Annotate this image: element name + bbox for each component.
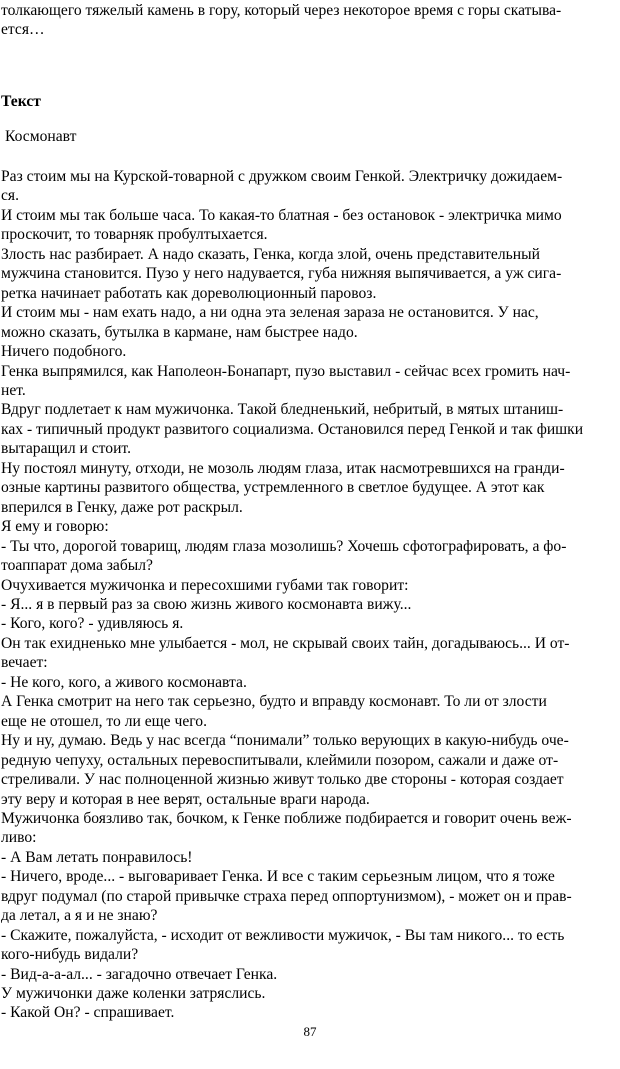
body-line: Вдруг подлетает к нам мужичонка. Такой бледненький, небритый, в мятых штаниш- <box>1 401 564 419</box>
body-line: да летал, а я и не знаю? <box>1 907 158 925</box>
body-line: И стоим мы так больше часа. То какая-то блатная - без остановок - электричка мимо <box>1 206 562 224</box>
body-line: - Я... я в первый раз за свою жизнь живого космонавта вижу... <box>1 595 412 613</box>
body-line: У мужичонки даже коленки затряслись. <box>1 985 266 1003</box>
body-line: нет. <box>1 381 26 399</box>
body-line: - Скажите, пожалуйста, - исходит от вежливости мужичок, - Вы там никого... то есть <box>1 926 565 944</box>
body-line: еще не отошел, то ли еще чего. <box>1 712 207 730</box>
body-line: Очухивается мужичонка и пересохшими губами так говорит: <box>1 576 409 594</box>
body-line: кого-нибудь видали? <box>1 946 139 964</box>
page-number: 87 <box>303 1024 317 1039</box>
intro-paragraph <box>1 1 613 40</box>
body-line: Ничего подобного. <box>1 343 127 361</box>
body-line: мужчина становится. Пузо у него надувается, губа нижняя выпячивается, а уж сига- <box>1 265 562 283</box>
body-line: - Ты что, дорогой товарищ, людям глаза мозолишь? Хочешь сфотографировать, а фо- <box>1 537 567 555</box>
body-line: ках - типичный продукт развитого социализма. Остановился перед Генкой и так фишки <box>1 420 584 438</box>
body-line: Я ему и говорю: <box>1 518 109 536</box>
body-line: эту веру и которая в нее верят, остальные враги народа. <box>1 790 370 808</box>
body-line: ливо: <box>1 829 37 847</box>
body-line: Злость нас разбирает. А надо сказать, Генка, когда злой, очень представительный <box>1 245 540 263</box>
body-line: вечает: <box>1 654 48 672</box>
body-line: Генка выпрямился, как Наполеон-Бонапарт, пузо выставил - сейчас всех громить нач- <box>1 362 571 380</box>
section-heading: Текст <box>1 93 41 110</box>
body-line: редную чепуху, остальных перевоспитывали, клеймили позором, сажали и даже от- <box>1 751 559 769</box>
body-line: проскочит, то товарняк пробултыхается. <box>1 226 268 244</box>
body-line: вперился в Генку, даже рот раскрыл. <box>1 498 243 516</box>
intro-line: толкающего тяжелый камень в гору, который через некоторое время с горы скатыва- <box>1 2 562 19</box>
body-line: озные картины развитого общества, устремленного в светлое будущее. А этот как <box>1 479 545 497</box>
story-title: Космонавт <box>5 128 77 145</box>
body-line: И стоим мы - нам ехать надо, а ни одна эта зеленая зараза не остановится. У нас, <box>1 304 539 322</box>
body-line: - Не кого, кого, а живого космонавта. <box>1 673 247 691</box>
body-line: - Какой Он? - спрашивает. <box>1 1004 175 1022</box>
body-line: ся. <box>1 187 19 205</box>
body-line: Мужичонка боязливо так, бочком, к Генке поближе подбирается и говорит очень веж- <box>1 809 572 827</box>
body-line: - А Вам летать понравилось! <box>1 848 193 866</box>
body-line: Ну постоял минуту, отходи, не мозоль людям глаза, итак насмотревшихся на гранди- <box>1 459 565 477</box>
body-line: Он так ехидненько мне улыбается - мол, не скрывай своих тайн, догадываюсь... И от- <box>1 634 570 652</box>
body-line: - Ничего, вроде... - выговаривает Генка. И все с таким серьезным лицом, что я тоже <box>1 868 555 886</box>
body-line: А Генка смотрит на него так серьезно, будто и вправду космонавт. То ли от злости <box>1 693 547 711</box>
body-line: Раз стоим мы на Курской-товарной с дружком своим Генкой. Электричку дожидаем- <box>1 168 563 185</box>
story-body <box>1 167 613 1023</box>
body-line: - Кого, кого? - удивляюсь я. <box>1 615 184 633</box>
body-line: вытаращил и стоит. <box>1 440 131 458</box>
body-line: ретка начинает работать как дореволюционный паровоз. <box>1 284 377 302</box>
body-line: можно сказать, бутылка в кармане, нам быстрее надо. <box>1 323 358 341</box>
body-line: Ну и ну, думаю. Ведь у нас всегда “понимали” только верующих в какую-нибудь оче- <box>1 732 569 750</box>
body-line: вдруг подумал (по старой привычке страха перед оппортунизмом), - может он и прав- <box>1 887 572 905</box>
intro-line: ется… <box>1 21 45 39</box>
body-line: стреливали. У нас полноценной жизнью живут только две стороны - которая создает <box>1 771 564 789</box>
body-line: тоаппарат дома забыл? <box>1 557 153 575</box>
body-line: - Вид-а-а-ал... - загадочно отвечает Генка. <box>1 965 278 983</box>
